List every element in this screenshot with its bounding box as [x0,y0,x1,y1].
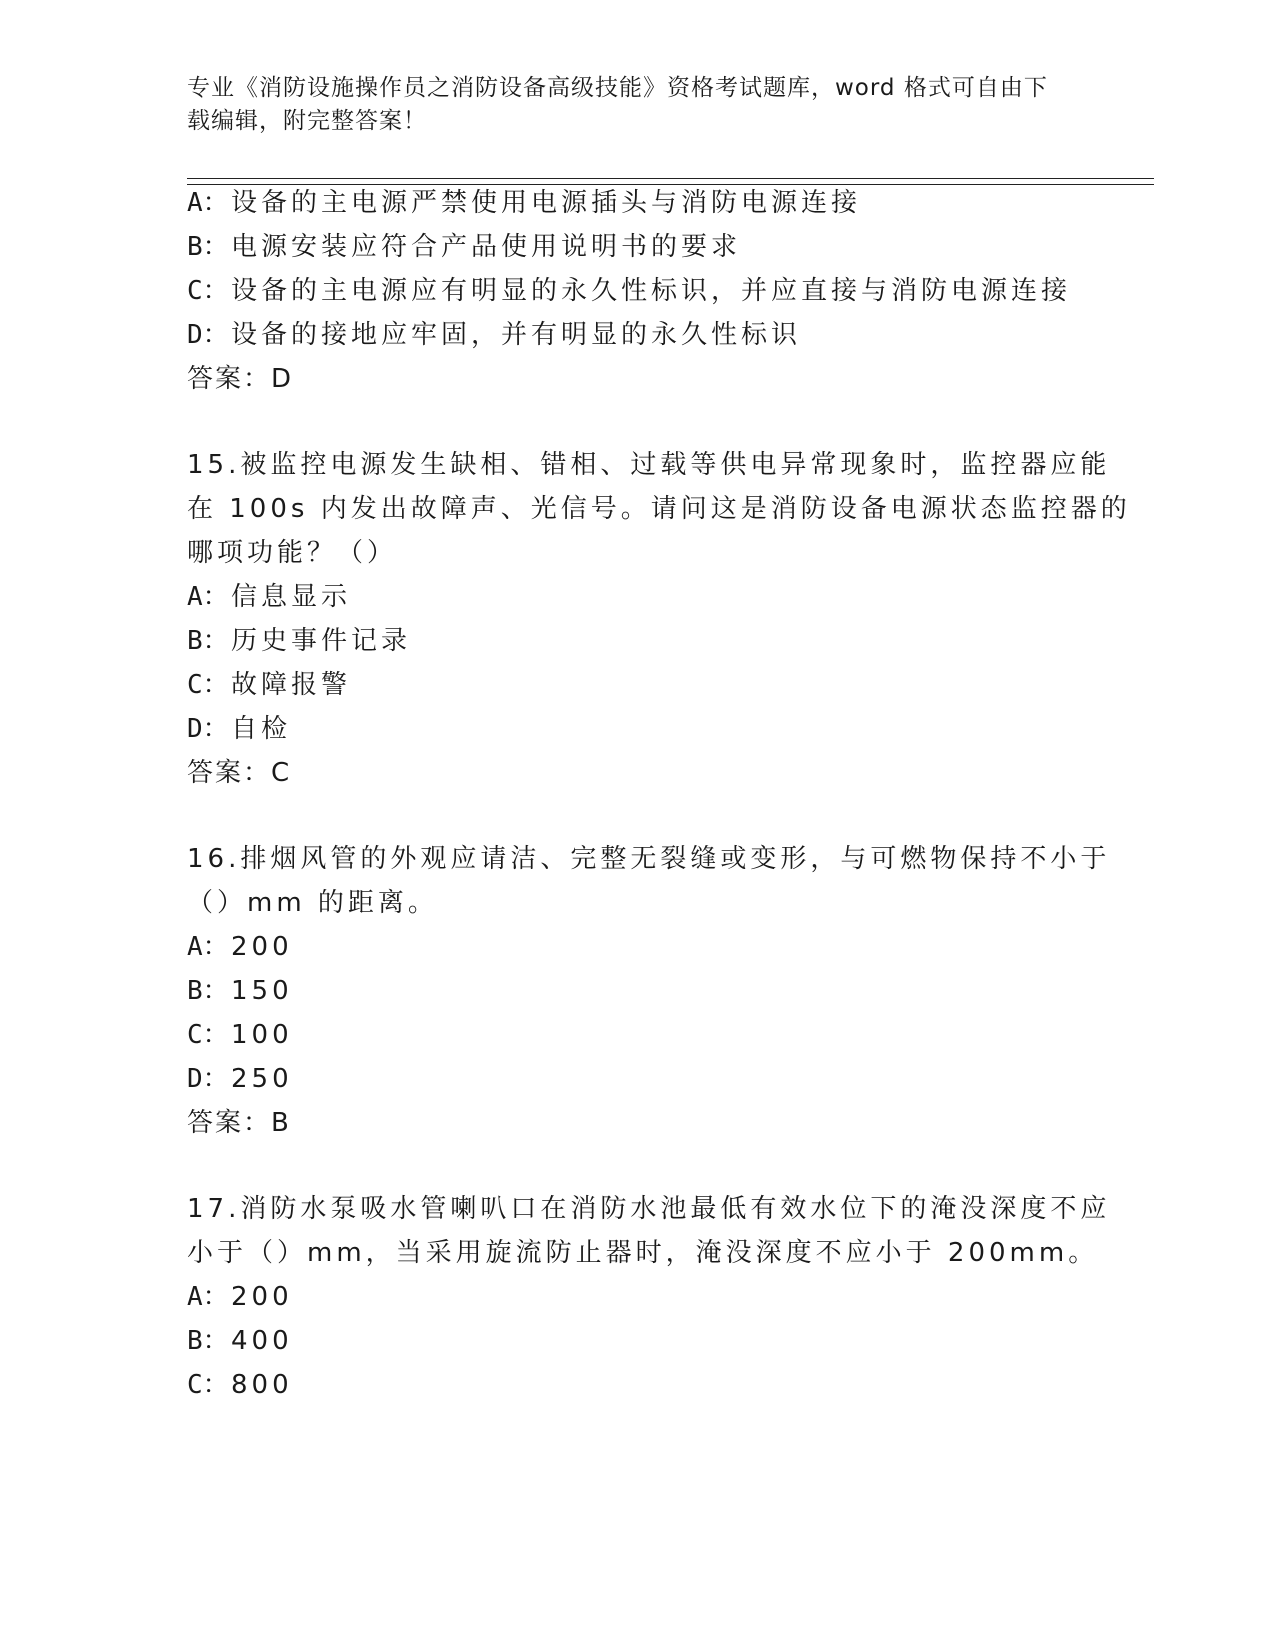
q14-option-b [187,230,741,264]
option-text: 400 [231,1326,293,1356]
option-text: 250 [231,1064,293,1094]
option-label: B： [187,1326,229,1356]
q15-option-d [187,712,291,746]
q16-option-c [187,1018,293,1052]
q14-option-a [187,186,861,220]
q16-stem-line-2: （）mm 的距离。 [187,888,438,918]
answer-value: D [271,364,294,394]
q16-option-a [187,930,293,964]
option-text: 800 [231,1370,293,1400]
option-label: C： [187,276,229,306]
q15-answer [187,756,291,790]
option-text: 历史事件记录 [231,626,412,656]
q14-option-c [187,274,1071,308]
option-label: B： [187,976,229,1006]
q16-option-b [187,974,293,1008]
answer-value: B [271,1108,291,1138]
q17-option-a [187,1280,293,1314]
option-text: 自检 [231,714,292,744]
answer-value: C [271,758,292,788]
answer-label: 答案： [187,1108,272,1138]
option-label: A： [187,932,229,962]
header-divider [187,178,1154,185]
q17-option-c [187,1368,293,1402]
option-text: 电源安装应符合产品使用说明书的要求 [231,232,742,262]
option-label: D： [187,1064,229,1094]
option-text: 设备的主电源应有明显的永久性标识，并应直接与消防电源连接 [231,276,1072,306]
option-label: A： [187,582,229,612]
option-text: 设备的主电源严禁使用电源插头与消防电源连接 [231,188,862,218]
q15-option-c [187,668,351,702]
option-label: C： [187,1370,229,1400]
option-label: D： [187,714,229,744]
option-label: A： [187,188,229,218]
q17-option-b [187,1324,293,1358]
q15-option-b [187,624,411,658]
option-text: 100 [231,1020,293,1050]
option-text: 设备的接地应牢固，并有明显的永久性标识 [231,320,802,350]
q16-answer [187,1106,291,1140]
header-line-1: 专业《消防设施操作员之消防设备高级技能》资格考试题库，word 格式可自由下 [187,75,1048,101]
option-label: A： [187,1282,229,1312]
q16-stem-line-1: 16.排烟风管的外观应请洁、完整无裂缝或变形，与可燃物保持不小于 [187,844,1111,874]
answer-label: 答案： [187,758,272,788]
q15-stem-line-2: 在 100s 内发出故障声、光信号。请问这是消防设备电源状态监控器的 [187,494,1131,524]
option-text: 150 [231,976,293,1006]
option-label: B： [187,232,229,262]
option-text: 200 [231,1282,293,1312]
q14-answer [187,362,293,396]
option-text: 故障报警 [231,670,352,700]
answer-label: 答案： [187,364,272,394]
q14-option-d [187,318,801,352]
q15-option-a [187,580,351,614]
option-label: D： [187,320,229,350]
option-label: C： [187,670,229,700]
option-text: 200 [231,932,293,962]
option-label: B： [187,626,229,656]
q17-stem-line-2: 小于（）mm，当采用旋流防止器时，淹没深度不应小于 200mm。 [187,1238,1099,1268]
header-line-2: 载编辑，附完整答案！ [187,108,427,134]
q15-stem-line-1: 15.被监控电源发生缺相、错相、过载等供电异常现象时，监控器应能 [187,450,1111,480]
document-header [187,72,1067,138]
q15-stem-line-3: 哪项功能？（） [187,538,398,568]
q16-option-d [187,1062,293,1096]
option-label: C： [187,1020,229,1050]
q17-stem-line-1: 17.消防水泵吸水管喇叭口在消防水池最低有效水位下的淹没深度不应 [187,1194,1111,1224]
option-text: 信息显示 [231,582,352,612]
